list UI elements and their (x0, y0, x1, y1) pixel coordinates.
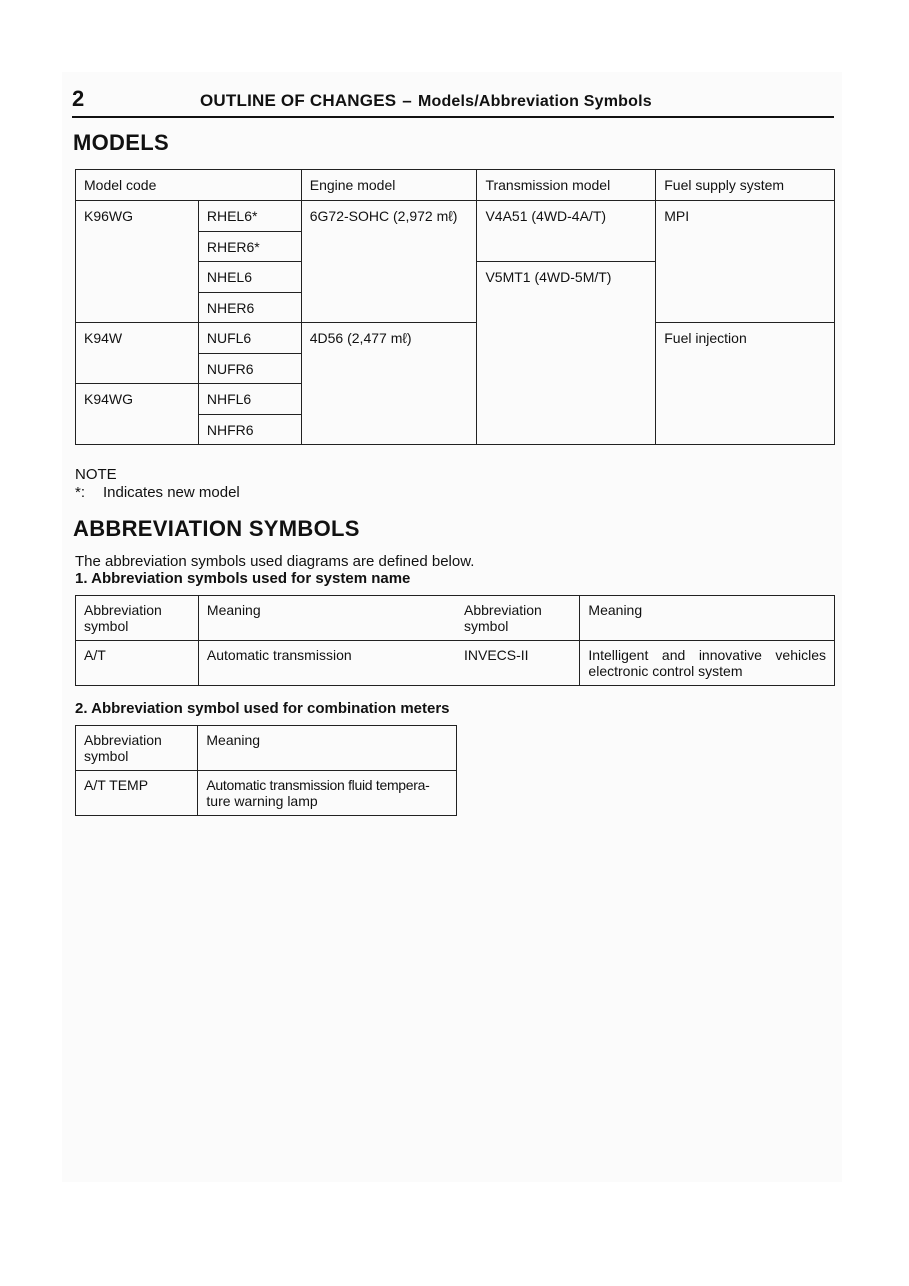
table-row (76, 201, 835, 232)
variant-cell: RHEL6* (198, 201, 301, 232)
abbreviation-intro: The abbreviation symbols used diagrams are defined below. (75, 553, 475, 570)
fuel-cell: MPI (656, 201, 835, 323)
model-code-cell: K94W (76, 323, 199, 384)
meaning-line: Intelligent and innovative vehicles (588, 647, 826, 663)
transmission-cell: V5MT1 (4WD-5M/T) (477, 262, 656, 445)
table-header-row (76, 726, 457, 771)
col-abbreviation-symbol (76, 726, 198, 771)
note-line (75, 484, 240, 502)
variant-cell: NUFR6 (198, 353, 301, 384)
meaning-line: Automatic transmission fluid tempera- (206, 777, 430, 793)
header-subtitle: Models/Abbreviation Symbols (417, 93, 652, 110)
col-abbreviation-symbol (456, 596, 580, 641)
models-header-row (76, 170, 835, 201)
col-transmission-model: Transmission model (477, 170, 656, 201)
col-meaning: Meaning (198, 726, 457, 771)
col-engine-model: Engine model (301, 170, 477, 201)
header-title (200, 91, 652, 111)
model-code-cell: K94WG (76, 384, 199, 445)
variant-cell: NHFR6 (198, 414, 301, 445)
table-header-row (76, 596, 835, 641)
header-main-title: OUTLINE OF CHANGES (200, 91, 397, 110)
engine-cell: 4D56 (2,477 mℓ) (301, 323, 477, 445)
transmission-cell: V4A51 (4WD-4A/T) (477, 201, 656, 262)
fuel-cell: Fuel injection (656, 323, 835, 445)
model-code-cell: K96WG (76, 201, 199, 323)
col-model-code: Model code (76, 170, 302, 201)
col-abbreviation-label: Abbreviation (84, 732, 162, 748)
col-symbol-label: symbol (464, 618, 509, 634)
variant-cell: NUFL6 (198, 323, 301, 354)
meaning-cell: Automatic transmission (198, 641, 456, 686)
variant-cell: RHER6* (198, 231, 301, 262)
meaning-line: electronic control system (588, 663, 743, 679)
symbol-cell: A/T TEMP (76, 771, 198, 816)
section1-title: 1. Abbreviation symbols used for system name (75, 570, 411, 587)
table-row (76, 641, 835, 686)
symbol-cell: A/T (76, 641, 199, 686)
col-meaning: Meaning (198, 596, 456, 641)
page-number: 2 (72, 86, 85, 111)
system-name-table (75, 595, 835, 686)
variant-cell: NHER6 (198, 292, 301, 323)
engine-cell: 6G72-SOHC (2,972 mℓ) (301, 201, 477, 323)
col-abbreviation-label: Abbreviation (464, 602, 542, 618)
variant-cell: NHEL6 (198, 262, 301, 293)
note-title: NOTE (75, 466, 117, 483)
col-abbreviation-label: Abbreviation (84, 602, 162, 618)
col-symbol-label: symbol (84, 748, 129, 764)
col-meaning: Meaning (580, 596, 835, 641)
section2-title: 2. Abbreviation symbol used for combination meters (75, 700, 450, 717)
col-symbol-label: symbol (84, 618, 129, 634)
note-marker: *: (75, 484, 86, 501)
variant-cell: NHFL6 (198, 384, 301, 415)
page-header (72, 86, 834, 118)
meaning-cell (198, 771, 457, 816)
abbreviation-heading: ABBREVIATION SYMBOLS (73, 516, 360, 541)
note-text: Indicates new model (103, 484, 240, 501)
meaning-cell (580, 641, 835, 686)
combination-meters-table (75, 725, 457, 816)
models-table (75, 169, 835, 445)
note-block (75, 466, 240, 502)
meaning-line: ture warning lamp (206, 793, 318, 809)
col-abbreviation-symbol (76, 596, 199, 641)
header-separator: – (402, 91, 412, 110)
table-row (76, 771, 457, 816)
symbol-cell: INVECS-II (456, 641, 580, 686)
col-fuel-supply: Fuel supply system (656, 170, 835, 201)
models-heading: MODELS (73, 130, 169, 155)
table-row (76, 323, 835, 354)
